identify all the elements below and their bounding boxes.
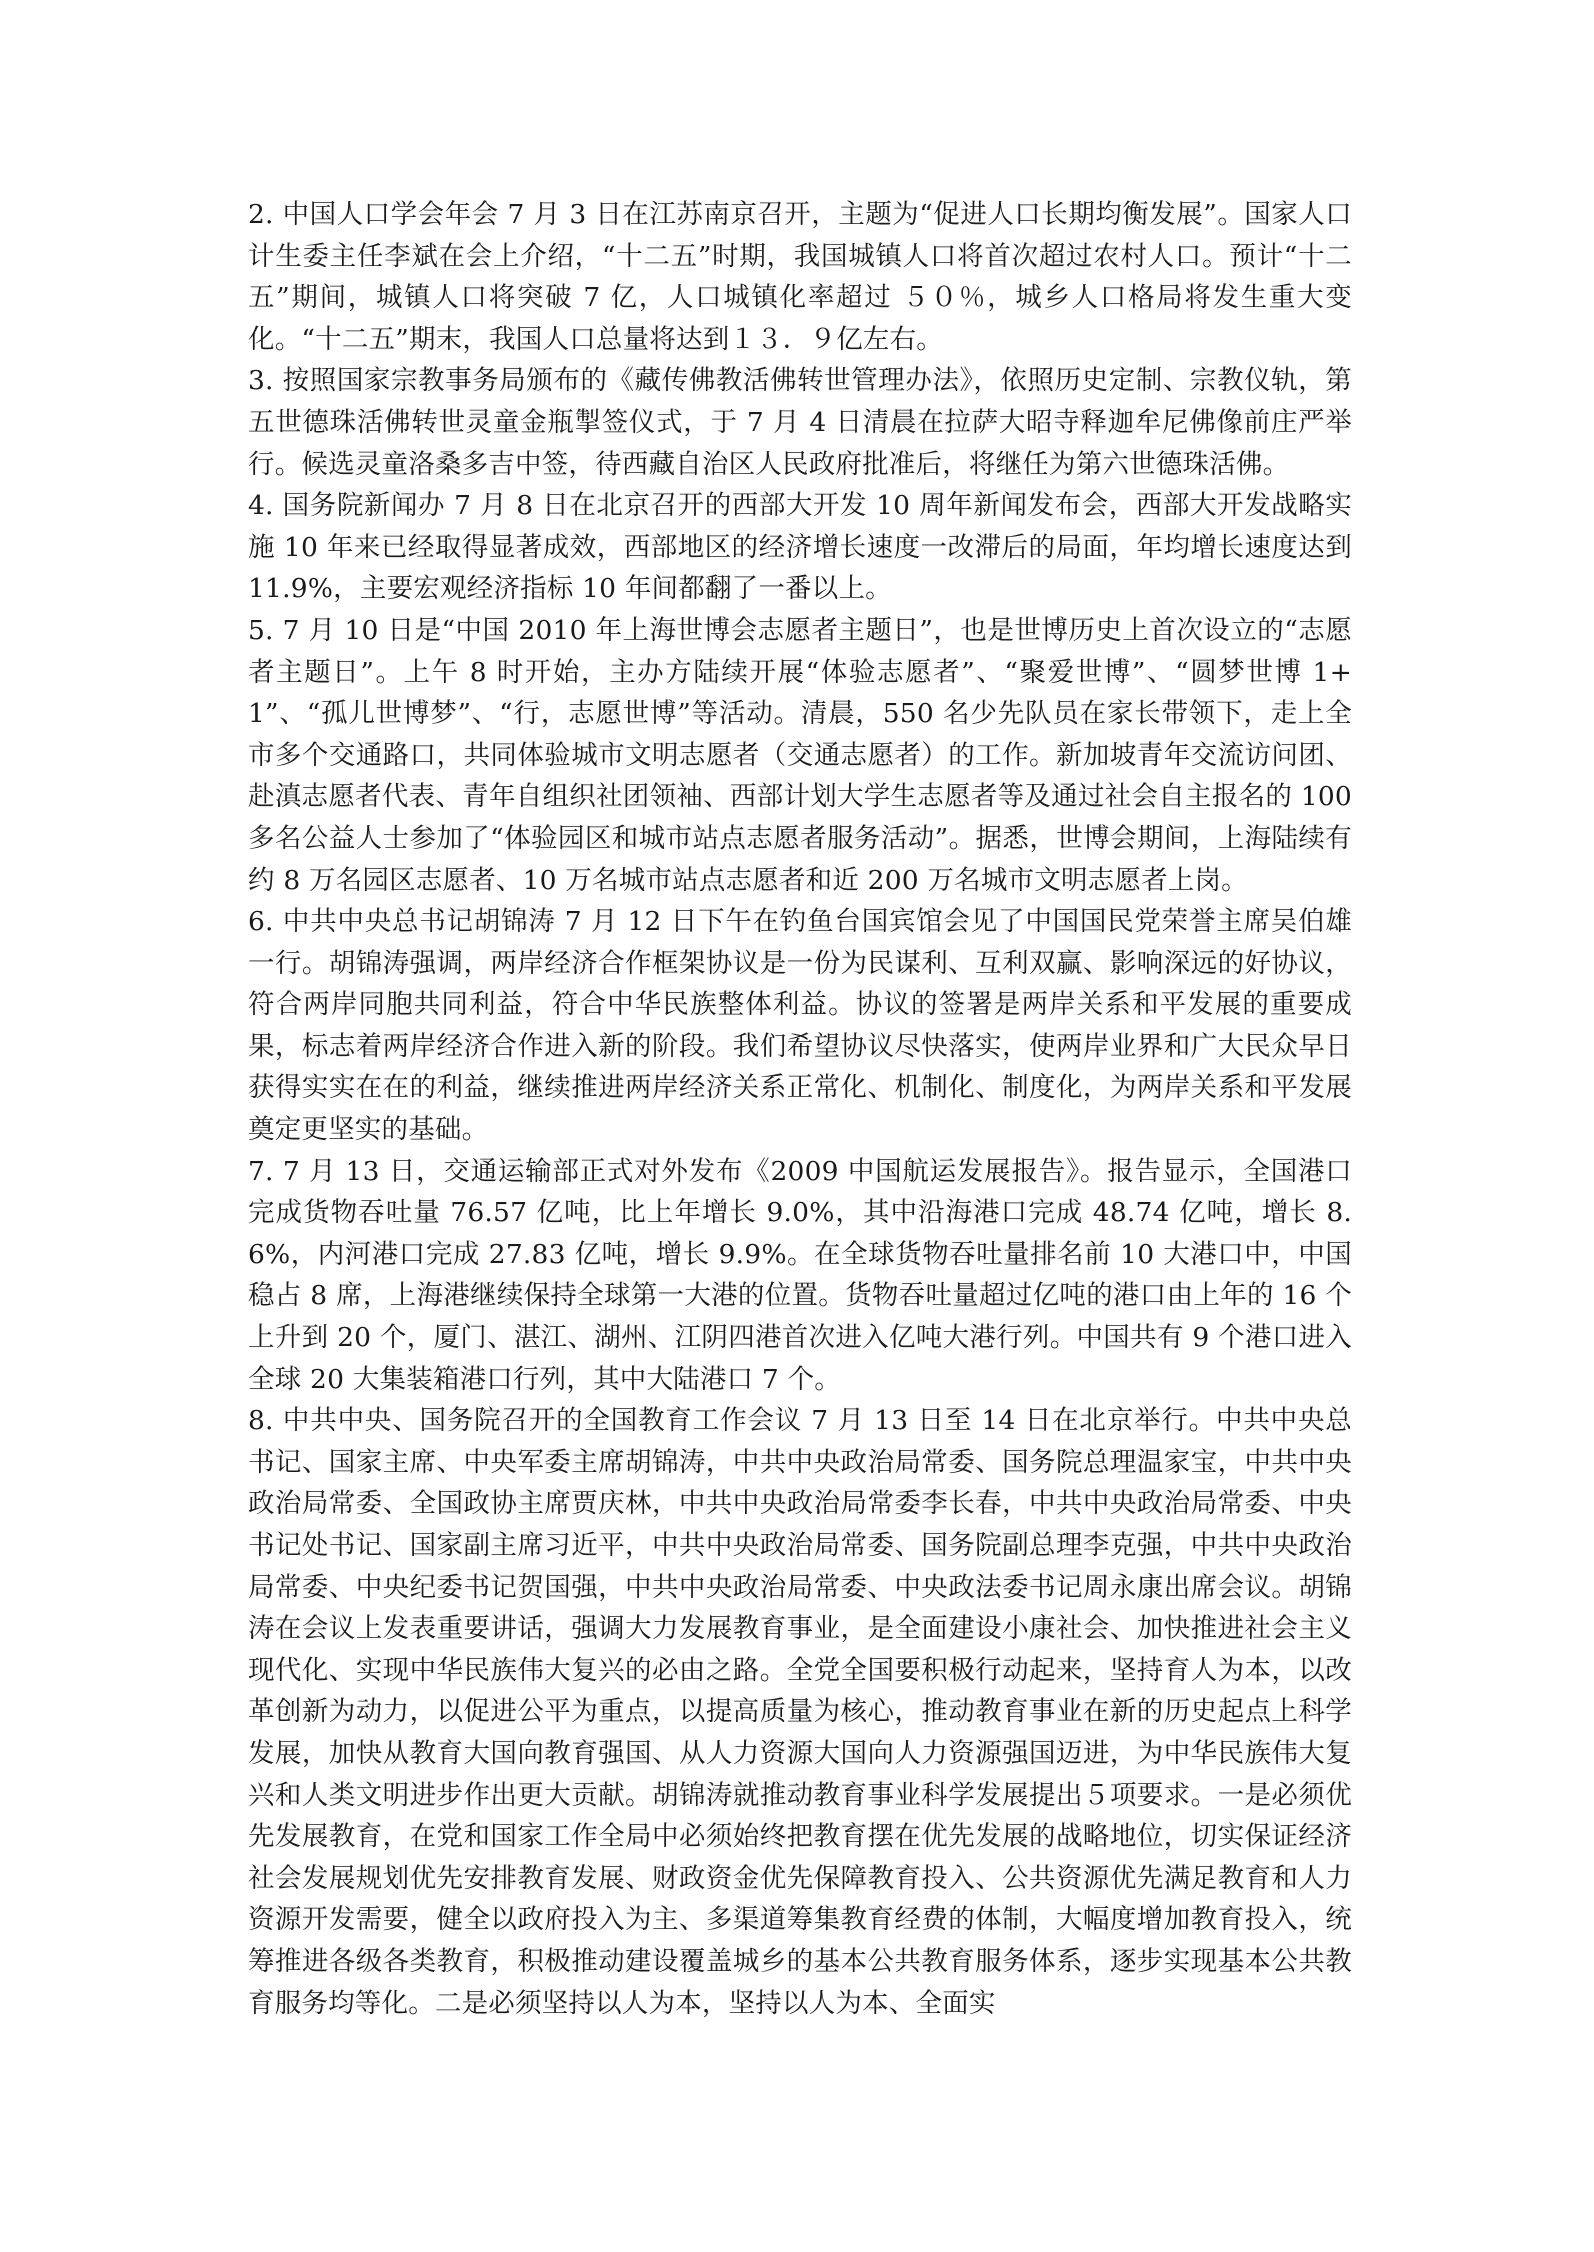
news-item-3: 3. 按照国家宗教事务局颁布的《藏传佛教活佛转世管理办法》，依照历史定制、宗教仪轨，第五世德珠活佛转世灵童金瓶掣签仪式，于 7 月 4 日清晨在拉萨大昭寺释迦牟尼佛像前庄严举行。候选灵童洛桑多吉中签，待西藏自治区人民政府批准后，将继任为第六世德珠活佛。 <box>248 365 1352 480</box>
news-item-5: 5. 7 月 10 日是“中国 2010 年上海世博会志愿者主题日”，也是世博历史上首次设立的“志愿者主题日”。上午 8 时开始，主办方陆续开展“体验志愿者”、“聚爱世博”、“圆梦世博 1+1”、“孤儿世博梦”、“行，志愿世博”等活动。清晨，550 名少先队员在家长带领下，走上全市多个交通路口，共同体验城市文明志愿者（交通志愿者）的工作。新加坡青年交流访问团、赴滇志愿者代表、青年自组织社团领袖、西部计划大学生志愿者等及通过社会自主报名的 100 多名公益人士参加了“体验园区和城市站点志愿者服务活动”。据悉，世博会期间，上海陆续有约 8 万名园区志愿者、10 万名城市站点志愿者和近 200 万名城市文明志愿者上岗。 <box>248 614 1352 896</box>
news-item-6: 6. 中共中央总书记胡锦涛 7 月 12 日下午在钓鱼台国宾馆会见了中国国民党荣誉主席吴伯雄一行。胡锦涛强调，两岸经济合作框架协议是一份为民谋利、互利双赢、影响深远的好协议，符合两岸同胞共同利益，符合中华民族整体利益。协议的签署是两岸关系和平发展的重要成果，标志着两岸经济合作进入新的阶段。我们希望协议尽快落实，使两岸业界和广大民众早日获得实实在在的利益，继续推进两岸经济关系正常化、机制化、制度化，为两岸关系和平发展奠定更坚实的基础。 <box>248 906 1352 1146</box>
news-item-4: 4. 国务院新闻办 7 月 8 日在北京召开的西部大开发 10 周年新闻发布会，西部大开发战略实施 10 年来已经取得显著成效，西部地区的经济增长速度一改滞后的局面，年均增长速度达到 11.9%，主要宏观经济指标 10 年间都翻了一番以上。 <box>248 490 1352 605</box>
news-item-8: 8. 中共中央、国务院召开的全国教育工作会议 7 月 13 日至 14 日在北京举行。中共中央总书记、国家主席、中央军委主席胡锦涛，中共中央政治局常委、国务院总理温家宝，中共中央政治局常委、全国政协主席贾庆林，中共中央政治局常委李长春，中共中央政治局常委、中央书记处书记、国家副主席习近平，中共中央政治局常委、国务院副总理李克强，中共中央政治局常委、中央纪委书记贺国强，中共中央政治局常委、中央政法委书记周永康出席会议。胡锦涛在会议上发表重要讲话，强调大力发展教育事业，是全面建设小康社会、加快推进社会主义现代化、实现中华民族伟大复兴的必由之路。全党全国要积极行动起来，坚持育人为本，以改革创新为动力，以促进公平为重点，以提高质量为核心，推动教育事业在新的历史起点上科学发展，加快从教育大国向教育强国、从人力资源大国向人力资源强国迈进，为中华民族伟大复兴和人类文明进步作出更大贡献。胡锦涛就推动教育事业科学发展提出５项要求。一是必须优先发展教育，在党和国家工作全局中必须始终把教育摆在优先发展的战略地位，切实保证经济社会发展规划优先安排教育发展、财政资金优先保障教育投入、公共资源优先满足教育和人力资源开发需要，健全以政府投入为主、多渠道筹集教育经费的体制，大幅度增加教育投入，统筹推进各级各类教育，积极推动建设覆盖城乡的基本公共教育服务体系，逐步实现基本公共教育服务均等化。二是必须坚持以人为本，坚持以人为本、全面实 <box>248 1405 1352 2019</box>
news-item-2: 2. 中国人口学会年会 7 月 3 日在江苏南京召开，主题为“促进人口长期均衡发展”。国家人口计生委主任李斌在会上介绍，“十二五”时期，我国城镇人口将首次超过农村人口。预计“十二五”期间，城镇人口将突破 7 亿，人口城镇化率超过 ５０％，城乡人口格局将发生重大变化。“十二五”期末，我国人口总量将达到１３．９亿左右。 <box>248 199 1352 355</box>
news-item-7: 7. 7 月 13 日，交通运输部正式对外发布《2009 中国航运发展报告》。报告显示，全国港口完成货物吞吐量 76.57 亿吨，比上年增长 9.0%，其中沿海港口完成 48.74 亿吨，增长 8.6%，内河港口完成 27.83 亿吨，增长 9.9%。在全球货物吞吐量排名前 10 大港口中，中国稳占 8 席，上海港继续保持全球第一大港的位置。货物吞吐量超过亿吨的港口由上年的 16 个上升到 20 个，厦门、湛江、湖州、江阴四港首次进入亿吨大港行列。中国共有 9 个港口进入全球 20 大集装箱港口行列，其中大陆港口 7 个。 <box>248 1155 1352 1395</box>
document-body <box>248 194 1352 2024</box>
